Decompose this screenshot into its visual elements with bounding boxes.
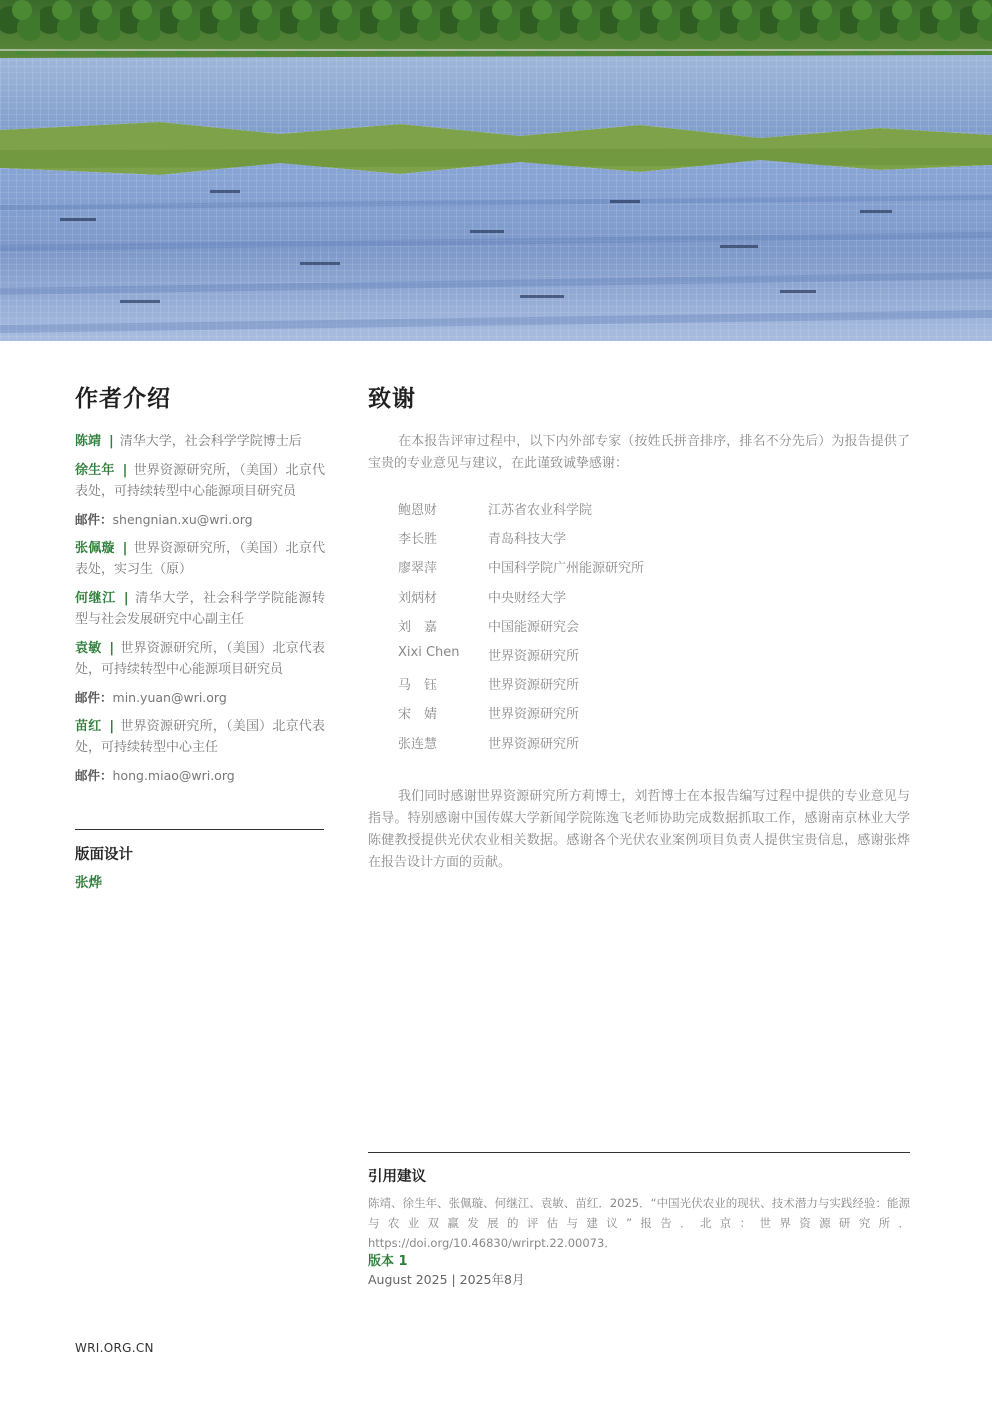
email-label: 邮件： — [75, 690, 113, 705]
author-affiliation: 世界资源研究所，（美国）北京代表处，实习生（原） — [75, 541, 325, 577]
reviewer-org: 中央财经大学 — [488, 590, 567, 606]
acknowledgements-thanks: 我们同时感谢世界资源研究所方莉博士，刘哲博士在本报告编写过程中提供的专业意见与指导。特别感谢中国传媒大学新闻学院陈逸飞老师协助完成数据抓取工作，感谢南京林业大学陈健教授提供光伏农业相关数据。感谢各个光伏农业案例项目负责人提供宝贵信息，感谢张烨在报告设计方面的贡献。 — [368, 788, 910, 870]
reviewer-org: 青岛科技大学 — [488, 532, 567, 548]
email-link[interactable]: min.yuan@wri.org — [112, 690, 227, 705]
acknowledgements-heading: 致谢 — [368, 386, 416, 412]
design-heading: 版面设计 — [75, 847, 133, 863]
reviewer-name: 李长胜 — [398, 532, 438, 548]
author-entry — [75, 460, 325, 502]
reviewer-row — [398, 703, 910, 732]
version-label: 版本 1 — [368, 1254, 408, 1269]
author-name: 何继江 — [75, 591, 116, 606]
reviewer-name: 廖翠萍 — [398, 561, 438, 577]
reviewer-row — [398, 557, 910, 586]
reviewer-row — [398, 733, 910, 762]
author-entry — [75, 538, 325, 580]
email-label: 邮件： — [75, 512, 113, 527]
author-name: 陈靖 — [75, 434, 102, 449]
reviewer-list — [398, 499, 910, 762]
divider-bar: | — [109, 434, 114, 449]
author-email — [75, 688, 325, 706]
authors-heading: 作者介绍 — [75, 386, 171, 412]
divider-bar: | — [109, 641, 115, 656]
author-affiliation: 清华大学，社会科学学院博士后 — [119, 434, 302, 449]
reviewer-name: 张连慧 — [398, 736, 438, 752]
citation-heading: 引用建议 — [368, 1169, 426, 1185]
solar-field-image — [0, 0, 992, 341]
reviewer-name: 鲍恩财 — [398, 503, 438, 518]
email-link[interactable]: hong.miao@wri.org — [112, 768, 235, 783]
reviewer-org: 世界资源研究所 — [488, 707, 580, 723]
divider-bar: | — [109, 719, 115, 734]
author-email — [75, 510, 325, 528]
reviewer-row — [398, 616, 910, 645]
acknowledgements-column — [368, 380, 910, 874]
acknowledgements-intro: 在本报告评审过程中，以下内外部专家（按姓氏拼音排序，排名不分先后）为报告提供了宝贵的专业意见与建议，在此谨致诚挚感谢： — [368, 434, 910, 471]
reviewer-org: 世界资源研究所 — [488, 678, 580, 694]
reviewer-org: 中国科学院广州能源研究所 — [488, 561, 645, 577]
version-date: August 2025 | 2025年8月 — [368, 1272, 525, 1287]
divider-bar: | — [122, 541, 128, 556]
reviewer-row — [398, 645, 910, 674]
author-entry — [75, 638, 325, 680]
authors-column — [75, 380, 325, 794]
author-name: 苗红 — [75, 719, 102, 734]
citation-divider — [368, 1152, 910, 1153]
reviewer-name: 刘 嘉 — [398, 619, 438, 635]
email-link[interactable]: shengnian.xu@wri.org — [112, 512, 253, 527]
author-affiliation: 世界资源研究所，（美国）北京代表处，可持续转型中心主任 — [75, 719, 325, 755]
reviewer-row — [398, 528, 910, 557]
author-name: 张佩璇 — [75, 541, 115, 556]
reviewer-row — [398, 674, 910, 703]
author-name: 徐生年 — [75, 463, 115, 478]
reviewer-name: 马 钰 — [398, 678, 438, 694]
designer-name: 张烨 — [75, 875, 102, 891]
author-name: 袁敏 — [75, 641, 102, 656]
citation-text: 陈靖、徐生年、张佩璇、何继江、袁敏、苗红．2025．“中国光伏农业的现状、技术潜力与实践经验：能源与农业双赢发展的评估与建议”报告．北京：世界资源研究所．https://doi.org/10.46830/wrirpt.22.00073． — [368, 1196, 910, 1250]
reviewer-org: 江苏省农业科学院 — [488, 503, 593, 518]
reviewer-org: 世界资源研究所 — [488, 648, 580, 664]
email-label: 邮件： — [75, 768, 113, 783]
reviewer-row — [398, 499, 910, 528]
reviewer-row — [398, 587, 910, 616]
reviewer-name: 刘炳材 — [398, 590, 438, 606]
author-entry — [75, 588, 325, 630]
reviewer-name: Xixi Chen — [398, 644, 460, 660]
author-entry — [75, 716, 325, 758]
divider-bar: | — [122, 463, 128, 478]
header-photo — [0, 0, 992, 341]
author-email — [75, 766, 325, 784]
divider-bar: | — [123, 591, 129, 606]
reviewer-org: 世界资源研究所 — [488, 736, 580, 752]
author-entry — [75, 431, 325, 452]
section-divider — [75, 829, 324, 830]
author-affiliation: 清华大学，社会科学学院能源转型与社会发展研究中心副主任 — [75, 591, 325, 627]
author-affiliation: 世界资源研究所，（美国）北京代表处，可持续转型中心能源项目研究员 — [75, 463, 325, 499]
author-affiliation: 世界资源研究所，（美国）北京代表处，可持续转型中心能源项目研究员 — [75, 641, 325, 677]
reviewer-name: 宋 婧 — [398, 707, 438, 723]
footer-site[interactable]: WRI.ORG.CN — [75, 1341, 154, 1355]
reviewer-org: 中国能源研究会 — [488, 619, 580, 635]
